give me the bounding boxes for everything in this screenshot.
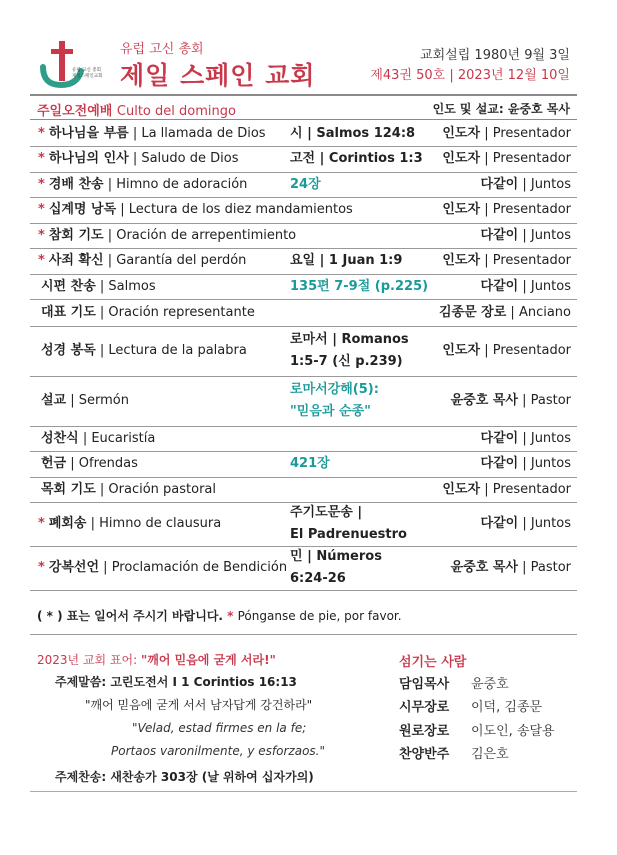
- worship-item-ko: 목회 기도: [41, 482, 96, 497]
- service-leader: 인도 및 설교: 윤중호 목사: [432, 102, 570, 116]
- worship-row: [30, 451, 577, 478]
- reference-line-1: 고전 | Corintios 1:3: [290, 151, 423, 166]
- theme-verse-ref: 주제말씀: 고린도전서 I 1 Corintios 16:13: [55, 675, 297, 689]
- worship-item: [38, 502, 221, 546]
- staff-row: [399, 673, 509, 692]
- worship-reference: [290, 172, 321, 197]
- worship-item: [38, 146, 238, 172]
- worship-item-es: | Oración pastoral: [95, 482, 217, 497]
- worship-reference: [290, 379, 379, 423]
- worship-item: [38, 426, 155, 451]
- worship-leader: [442, 197, 571, 223]
- leader-es: | Presentador: [480, 343, 571, 358]
- leader-es: | Juntos: [518, 456, 571, 471]
- worship-row: [30, 197, 577, 224]
- service-divider: [30, 119, 577, 120]
- worship-reference: [290, 502, 407, 546]
- worship-item-es: | Garantía del perdón: [103, 253, 247, 268]
- worship-leader: [481, 502, 571, 546]
- note-star: *: [222, 609, 238, 623]
- leader-ko: 인도자: [442, 151, 481, 166]
- footer-divider: [30, 791, 577, 792]
- worship-leader: [442, 146, 571, 172]
- theme-verse-ko: "깨어 믿음에 굳게 서서 남자답게 강건하라": [85, 698, 313, 712]
- worship-item: [38, 121, 266, 146]
- org-name: 유럽 고신 총회: [120, 42, 204, 57]
- worship-leader: [481, 223, 571, 248]
- staff-role: 담임목사: [399, 677, 450, 692]
- church-logo: [37, 37, 103, 89]
- reference-line-1: 시 | Salmos 124:8: [290, 126, 416, 141]
- worship-item-es: | Oración representante: [95, 305, 255, 320]
- worship-row: [30, 546, 577, 591]
- staff-row: [399, 743, 509, 762]
- staff-names: 윤중호: [471, 677, 509, 692]
- worship-leader: [481, 274, 571, 299]
- standing-star: *: [38, 202, 45, 217]
- worship-leader: [481, 451, 571, 477]
- standing-star: *: [38, 151, 45, 166]
- leader-ko: 다같이: [480, 279, 519, 294]
- worship-leader: [442, 477, 571, 502]
- worship-item-es: | Salmos: [95, 279, 156, 294]
- worship-item-ko: 설교: [41, 393, 67, 408]
- worship-item-ko: 강복선언: [48, 560, 100, 575]
- worship-item-es: | La llamada de Dios: [128, 126, 266, 141]
- standing-star: *: [38, 560, 45, 575]
- worship-item-ko: 사죄 확신: [48, 253, 104, 268]
- worship-item: [38, 477, 216, 502]
- worship-row: [30, 376, 577, 427]
- worship-item-ko: 시편 찬송: [41, 279, 96, 294]
- worship-item-ko: 헌금: [41, 456, 67, 471]
- standing-star: *: [38, 177, 45, 192]
- reference-line-2: 6:24-26: [290, 571, 346, 586]
- reference-line-1: 민 | Números: [290, 549, 382, 564]
- reference-line-1: 로마서강해(5):: [290, 382, 379, 397]
- worship-item-ko: 하나님의 인사: [48, 151, 129, 166]
- worship-reference: [290, 546, 382, 590]
- worship-item-es: | Oración de arrepentimiento: [103, 228, 297, 243]
- worship-item-es: | Himno de clausura: [86, 516, 222, 531]
- reference-line-2: El Padrenuestro: [290, 527, 407, 542]
- worship-leader: [481, 172, 571, 197]
- staff-role: 찬양반주: [399, 747, 450, 762]
- leader-ko: 윤중호 목사: [450, 393, 518, 408]
- worship-leader: [451, 546, 571, 590]
- note-es: Pónganse de pie, por favor.: [237, 609, 402, 623]
- worship-item-es: | Himno de adoración: [103, 177, 248, 192]
- theme-verse-es-2: Portaos varonilmente, y esforzaos.": [111, 744, 326, 758]
- staff-names: 이도인, 송달용: [471, 724, 555, 739]
- worship-row: [30, 223, 577, 249]
- leader-es: | Pastor: [517, 560, 571, 575]
- leader-es: | Anciano: [506, 305, 571, 320]
- worship-row: [30, 502, 577, 547]
- worship-item: [38, 546, 287, 590]
- leader-es: | Juntos: [518, 228, 571, 243]
- worship-item-ko: 하나님을 부름: [48, 126, 129, 141]
- founded-date: 교회설립 1980년 9월 3일: [420, 48, 570, 63]
- worship-item-ko: 참회 기도: [48, 228, 104, 243]
- worship-item-ko: 폐회송: [48, 516, 87, 531]
- leader-es: | Juntos: [518, 177, 571, 192]
- worship-item-es: | Saludo de Dios: [128, 151, 239, 166]
- issue-info: 제43권 50호 | 2023년 12월 10일: [370, 68, 570, 83]
- worship-leader: [442, 121, 571, 146]
- service-title: [37, 100, 236, 119]
- leader-es: | Presentador: [480, 202, 571, 217]
- standing-star: *: [38, 228, 45, 243]
- worship-leader: [442, 248, 571, 274]
- service-title-ko: 주일오전예배: [37, 104, 113, 119]
- section-divider: [30, 634, 577, 635]
- worship-leader: [481, 426, 571, 451]
- worship-item-ko: 경배 찬송: [48, 177, 104, 192]
- worship-row: [30, 477, 577, 503]
- leader-es: | Juntos: [518, 431, 571, 446]
- worship-item: [38, 172, 247, 197]
- leader-ko: 윤중호 목사: [450, 560, 518, 575]
- staff-names: 이덕, 김종문: [471, 700, 543, 715]
- standing-note: [37, 607, 402, 624]
- leader-ko: 인도자: [442, 253, 481, 268]
- worship-row: [30, 121, 577, 147]
- worship-item: [38, 197, 353, 223]
- worship-reference: [290, 121, 415, 146]
- worship-item-es: | Proclamación de Bendición: [99, 560, 288, 575]
- motto-text: "깨어 믿음에 굳게 서라!": [141, 653, 276, 667]
- logo-text-1: 유럽 고신 총회: [72, 68, 101, 73]
- worship-row: [30, 274, 577, 300]
- standing-star: *: [38, 253, 45, 268]
- worship-row: [30, 426, 577, 452]
- reference-line-2: "믿음과 순종": [290, 404, 371, 419]
- leader-es: | Pastor: [517, 393, 571, 408]
- worship-item-es: | Ofrendas: [66, 456, 138, 471]
- worship-reference: [290, 274, 428, 299]
- leader-ko: 다같이: [480, 456, 519, 471]
- motto-title: [37, 651, 276, 668]
- leader-ko: 김종문 장로: [438, 305, 507, 320]
- leader-es: | Juntos: [518, 279, 571, 294]
- worship-item-es: | Lectura de los diez mandamientos: [116, 202, 353, 217]
- worship-item: [38, 451, 138, 477]
- staff-title: 섬기는 사람: [399, 655, 467, 670]
- worship-reference: [290, 248, 402, 274]
- leader-es: | Presentador: [480, 253, 571, 268]
- worship-row: [30, 326, 577, 377]
- leader-ko: 다같이: [480, 228, 519, 243]
- leader-es: | Presentador: [480, 151, 571, 166]
- staff-row: [399, 720, 555, 739]
- worship-item-ko: 대표 기도: [41, 305, 96, 320]
- standing-star: *: [38, 126, 45, 141]
- worship-item-es: | Sermón: [66, 393, 129, 408]
- worship-row: [30, 146, 577, 173]
- reference-line-1: 421장: [290, 456, 330, 471]
- leader-es: | Presentador: [480, 482, 571, 497]
- leader-ko: 인도자: [442, 343, 481, 358]
- staff-names: 김은호: [471, 747, 509, 762]
- note-prefix: ( * ): [37, 609, 63, 623]
- leader-ko: 인도자: [442, 482, 481, 497]
- worship-leader: [439, 299, 571, 326]
- note-ko: 표는 일어서 주시기 바랍니다.: [62, 609, 223, 623]
- worship-item-ko: 십계명 낭독: [48, 202, 117, 217]
- standing-star: *: [38, 516, 45, 531]
- reference-line-1: 24장: [290, 177, 321, 192]
- staff-role: 원로장로: [399, 724, 450, 739]
- worship-item-ko: 성찬식: [41, 431, 79, 446]
- worship-leader: [451, 376, 571, 426]
- leader-ko: 다같이: [480, 177, 519, 192]
- worship-item: [38, 223, 296, 248]
- worship-row: [30, 172, 577, 198]
- worship-item: [38, 326, 247, 376]
- worship-row: [30, 299, 577, 327]
- reference-line-1: 135편 7-9절 (p.225): [290, 279, 429, 294]
- leader-ko: 다같이: [480, 516, 519, 531]
- worship-item: [38, 248, 246, 274]
- leader-es: | Juntos: [518, 516, 571, 531]
- staff-role: 시무장로: [399, 700, 450, 715]
- leader-ko: 다같이: [480, 431, 519, 446]
- worship-item-es: | Eucaristía: [78, 431, 156, 446]
- leader-ko: 인도자: [442, 126, 481, 141]
- worship-reference: [290, 329, 409, 373]
- service-title-es: Culto del domingo: [116, 104, 236, 119]
- worship-item-es: | Lectura de la palabra: [95, 343, 247, 358]
- motto-label: 2023년 교회 표어:: [37, 653, 141, 667]
- worship-reference: [290, 451, 330, 477]
- theme-hymn: 주제찬송: 새찬송가 303장 (날 위하여 십자가의): [55, 770, 314, 784]
- worship-item: [38, 274, 156, 299]
- reference-line-1: 주기도문송 |: [290, 505, 363, 520]
- worship-reference: [290, 146, 423, 172]
- leader-ko: 인도자: [442, 202, 481, 217]
- worship-item: [38, 376, 129, 426]
- church-name: 제일 스페인 교회: [120, 61, 316, 90]
- worship-row: [30, 248, 577, 275]
- logo-text-2: 제일스페인교회: [72, 74, 103, 79]
- worship-item: [38, 299, 255, 326]
- theme-verse-es-1: "Velad, estad firmes en la fe;: [132, 721, 307, 735]
- worship-item-ko: 성경 봉독: [41, 343, 96, 358]
- staff-row: [399, 696, 542, 715]
- header-divider: [30, 94, 577, 96]
- reference-line-1: 요일 | 1 Juan 1:9: [290, 253, 403, 268]
- leader-es: | Presentador: [480, 126, 571, 141]
- reference-line-2: 1:5-7 (신 p.239): [290, 354, 403, 369]
- reference-line-1: 로마서 | Romanos: [290, 332, 409, 347]
- worship-leader: [442, 326, 571, 376]
